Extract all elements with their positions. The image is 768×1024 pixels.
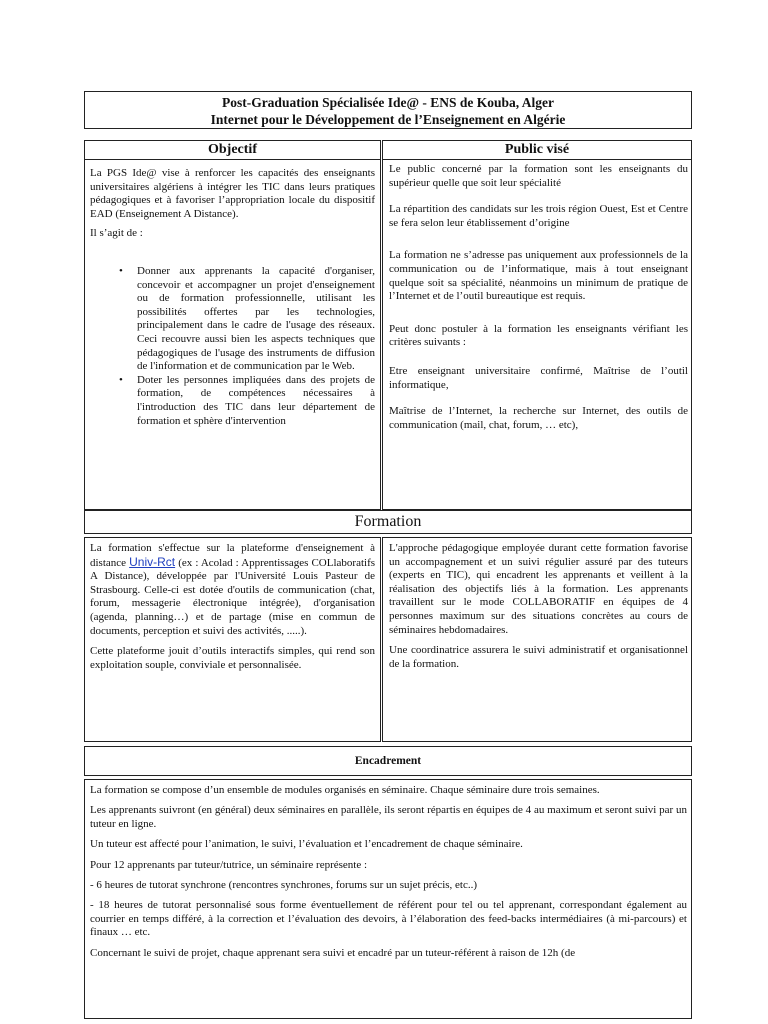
encadrement-paragraph: Un tuteur est affecté pour l’animation, le suivi, l’évaluation et l’encadrement de chaque séminaire. xyxy=(90,838,523,851)
encadrement-paragraph: Les apprenants suivront (en général) deux séminaires en parallèle, ils seront répartis en équipes de 4 au maximum et seront suivi par un tuteur en ligne. xyxy=(90,804,687,830)
encadrement-title: Encadrement xyxy=(84,746,692,776)
bullet-icon: • xyxy=(119,264,123,277)
bullet-text: Doter les personnes impliquées dans des projets de formation, de compétences nécessaires à l'introduction des TIC dans leur département de formation et sphère d'intervention xyxy=(137,373,375,427)
formation-tools-paragraph: Cette plateforme jouit d’outils interactifs simples, qui rend son exploitation souple, conviviale et personnalisée. xyxy=(90,645,375,671)
formation-title: Formation xyxy=(84,510,692,534)
document-header xyxy=(84,91,692,129)
list-item xyxy=(112,265,375,374)
formation-platform-paragraph xyxy=(90,542,375,638)
list-item xyxy=(112,374,375,428)
objectif-column xyxy=(84,140,381,510)
public-vise-paragraph: Peut donc postuler à la formation les enseignants vérifiant les critères suivants : xyxy=(389,322,688,349)
document-page xyxy=(84,91,692,1019)
public-vise-paragraph: La répartition des candidats sur les trois région Ouest, Est et Centre se fera selon leur établissement d’origine xyxy=(389,203,688,229)
formation-approach-paragraph: L'approche pédagogique employée durant cette formation favorise un accompagnement et un suivi régulier assuré par des tuteurs (experts en TIC), qui encadrent les apprenants et veillent à la réalisation des objectifs liés à la formation. Les apprenants travaillent sur le mode COLLABORATIF en équipes de 4 personnes maximum sur des situations concrètes au cours de séminaires hebdomadaires. xyxy=(389,542,688,636)
objectif-title: Objectif xyxy=(85,141,380,160)
header-line-2: Internet pour le Développement de l’Enseignement en Algérie xyxy=(210,112,566,127)
bullet-text: Donner aux apprenants la capacité d'organiser, concevoir et accompagner un projet d'enseignement ou de formation professionnelle, utilisant les possibilités offertes par les technologies, principalement dans le cadre de l'usage des réseaux. Ceci recouvre aussi bien les aspects techniques que pédagogiques de l'usage des instruments de diffusion de l'information et de communication par le Web. xyxy=(137,264,375,373)
bullet-icon: • xyxy=(119,373,123,386)
encadrement-paragraph: Concernant le suivi de projet, chaque apprenant sera suivi et encadré par un tuteur-référent à raison de 12h (de xyxy=(90,946,576,959)
objectif-subtitle: Il s’agit de : xyxy=(90,227,143,240)
objectif-bullet-list xyxy=(90,265,375,428)
public-vise-paragraph: Maîtrise de l’Internet, la recherche sur Internet, des outils de communication (mail, chat, forum, … etc), xyxy=(389,405,688,431)
univ-rct-link[interactable]: Univ-Rct xyxy=(129,554,176,569)
formation-right-cell xyxy=(382,537,692,742)
encadrement-paragraph: - 18 heures de tutorat personnalisé sous forme éventuellement de référent pour tel ou tel apprenant, correspondant également au courrier en temps différé, à la correction et l’évaluation des devoirs, à l’élaboration des feed-backs intermédiaires (à mi-parcours) et finaux … etc. xyxy=(90,899,687,939)
encadrement-paragraph: La formation se compose d’un ensemble de modules organisés en séminaire. Chaque séminaire dure trois semaines. xyxy=(90,784,600,796)
public-vise-paragraph: Etre enseignant universitaire confirmé, Maîtrise de l’outil informatique, xyxy=(389,364,688,391)
encadrement-body xyxy=(84,779,692,1019)
formation-coordination-paragraph: Une coordinatrice assurera le suivi administratif et organisationnel de la formation. xyxy=(389,644,688,670)
formation-table xyxy=(84,537,692,742)
objectif-body xyxy=(85,160,380,428)
public-vise-paragraph: Le public concerné par la formation sont les enseignants du supérieur quelle que soit leur spécialité xyxy=(389,163,688,189)
formation-left-cell xyxy=(84,537,381,742)
encadrement-paragraph: - 6 heures de tutorat synchrone (rencontres synchrones, forums sur un sujet précis, etc..) xyxy=(90,879,478,892)
objectif-intro: La PGS Ide@ vise à renforcer les capacités des enseignants universitaires algériens à intégrer les TIC dans leurs pratiques pédagogiques et à favoriser l’appropriation locale du dispositif EAD (Enseignement A Distance). xyxy=(90,167,375,220)
public-vise-column xyxy=(382,140,692,510)
public-vise-paragraph: La formation ne s’adresse pas uniquement aux professionnels de la communication ou de l’informatique, mais à tout enseignant quelque soit sa spécialité, néanmoins un minimum de pratique de l’Internet et de l’outil bureautique est requis. xyxy=(389,249,688,303)
objectif-public-table xyxy=(84,140,692,510)
header-line-1: Post-Graduation Spécialisée Ide@ - ENS de Kouba, Alger xyxy=(221,95,555,110)
public-vise-body xyxy=(383,160,691,432)
formation-platform-text-after: (ex : Acolad : Apprentissages COLlaboratifs A Distance), développée par l'Université Louis Pasteur de Strasbourg. Celle-ci est dotée d'outils de communication (chat, forum, messagerie électronique intégrée), d'organisation (agenda, planning…) et de partage (mise en commun de documents, perception et suivi des activités, .....). xyxy=(90,556,376,637)
encadrement-paragraph: Pour 12 apprenants par tuteur/tutrice, un séminaire représente : xyxy=(90,858,368,871)
formation-platform-text: La formation s'effectue sur la plateforme d'enseignement à distance xyxy=(90,542,375,569)
public-vise-title: Public visé xyxy=(383,141,691,160)
